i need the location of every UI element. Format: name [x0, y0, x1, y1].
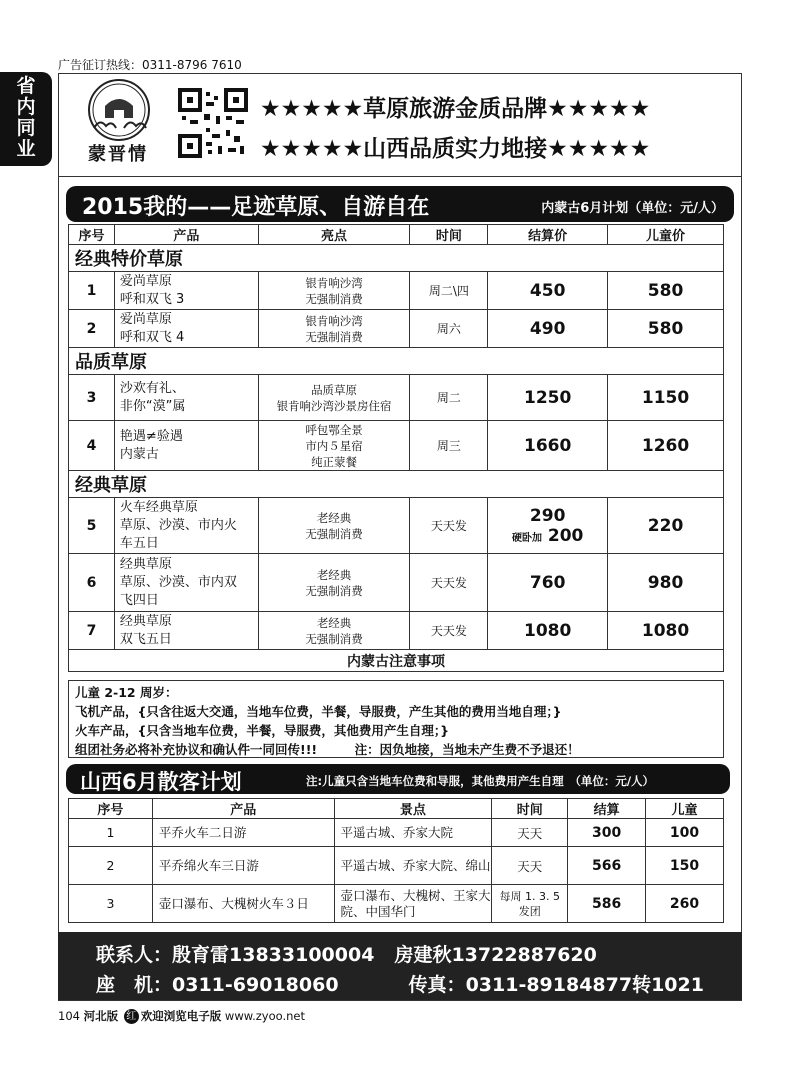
- product-line: 草原、沙漠、市内双: [119, 574, 237, 590]
- header-cell: 序号: [69, 225, 115, 245]
- product-line: 呼和双飞 4: [119, 329, 185, 345]
- highlight-cell: [258, 310, 410, 348]
- banner-subtitle: 内蒙古6月计划（单位：元/人）: [541, 201, 724, 216]
- highlight-line: 无强制消费: [305, 583, 363, 598]
- highlight-line: 老经典: [316, 567, 352, 582]
- section-title: 经典特价草原: [69, 245, 724, 272]
- spots-cell: 平遥古城、乔家大院: [334, 819, 492, 847]
- product-line: 沙欢有礼、: [119, 380, 185, 396]
- header-cell: 亮点: [258, 225, 410, 245]
- section-tab-char: 业: [16, 138, 36, 160]
- time-cell: 周二\四: [410, 272, 488, 310]
- highlight-cell: [258, 612, 410, 650]
- section-tab-char: 省: [16, 75, 36, 97]
- note-refund: 注：因负地接，当地未产生费不予退还！: [354, 742, 580, 757]
- section-row: [69, 245, 724, 272]
- inner-mongolia-banner: [66, 186, 734, 222]
- highlight-line: 无强制消费: [305, 329, 363, 344]
- notice-title-row: [69, 650, 724, 672]
- note-line: 儿童 2-12 周岁：: [75, 685, 178, 700]
- contact-person-1: 殷育雷13833100004: [172, 944, 375, 966]
- product-cell: [114, 272, 258, 310]
- child-price-cell: 150: [646, 847, 724, 885]
- highlight-line: 纯正蒙餐: [311, 454, 358, 469]
- product-line: 经典草原: [119, 613, 172, 629]
- note-warning: 组团社务必将补充协议和确认件一同回传!!!: [75, 742, 318, 757]
- product-cell: 平乔火车二日游: [152, 819, 334, 847]
- section-tab-char: 内: [16, 96, 36, 118]
- table-row: [69, 819, 724, 847]
- price-cell: 566: [568, 847, 646, 885]
- row-index: 6: [69, 554, 115, 612]
- child-price-cell: 580: [608, 310, 724, 348]
- banner-title: 山西6月散客计划: [80, 770, 242, 794]
- section-title: 经典草原: [69, 471, 724, 498]
- table-row: [69, 498, 724, 554]
- table-row: [69, 612, 724, 650]
- child-price-cell: 100: [646, 819, 724, 847]
- row-index: 3: [69, 375, 115, 421]
- table-row: [69, 847, 724, 885]
- header-cell: 产品: [114, 225, 258, 245]
- header-cell: 儿童: [646, 799, 724, 819]
- header-cell: 结算: [568, 799, 646, 819]
- spots-cell: 壶口瀑布、大槐树、王家大院、中国华门: [334, 885, 492, 923]
- phone-label: 座 机：: [96, 974, 173, 996]
- highlight-cell: [258, 375, 410, 421]
- table-row: [69, 272, 724, 310]
- contact-row-2: [96, 970, 704, 997]
- product-line: 爱尚草原: [119, 311, 172, 327]
- price-extra-value: 200: [547, 525, 584, 546]
- table-row: [69, 375, 724, 421]
- highlight-line: 市内５星宿: [305, 438, 363, 453]
- footer-url[interactable]: www.zyoo.net: [224, 1009, 305, 1023]
- highlight-line: 品质草原: [311, 382, 358, 397]
- note-line: 飞机产品，{只含往返大交通，当地车位费，半餐，导服费，产生其他的费用当地自理；}: [75, 704, 562, 719]
- row-index: 2: [69, 310, 115, 348]
- page-number: 104: [58, 1009, 80, 1023]
- header-cell: 产品: [152, 799, 334, 819]
- price-cell: [488, 498, 608, 554]
- ad-hotline: 广告征订热线：0311-8796 7610: [58, 58, 242, 72]
- highlight-line: 银肯响沙湾沙景房住宿: [276, 398, 392, 413]
- highlight-line: 无强制消费: [305, 526, 363, 541]
- time-cell: 周二: [410, 375, 488, 421]
- product-line: 经典草原: [119, 556, 172, 572]
- inner-mongolia-table: [68, 224, 724, 672]
- price-cell: 1250: [488, 375, 608, 421]
- product-cell: [114, 554, 258, 612]
- product-line: 草原、沙漠、市内火: [119, 517, 237, 533]
- row-index: 3: [69, 885, 153, 923]
- highlight-line: 呼包鄂全景: [305, 422, 363, 437]
- highlight-cell: [258, 272, 410, 310]
- price-cell: 490: [488, 310, 608, 348]
- shanxi-banner: [66, 764, 730, 794]
- highlight-line: 老经典: [316, 510, 352, 525]
- table-row: [69, 421, 724, 471]
- table-header-row: [69, 799, 724, 819]
- page-footer: [58, 1008, 305, 1024]
- time-cell: 天天: [492, 847, 568, 885]
- header-cell: 序号: [69, 799, 153, 819]
- table-header-row: [69, 225, 724, 245]
- price-cell: 760: [488, 554, 608, 612]
- table-row: [69, 310, 724, 348]
- footer-text: 欢迎浏览电子版: [140, 1009, 222, 1023]
- product-line: 火车经典草原: [119, 499, 198, 515]
- notes-box: [68, 680, 724, 758]
- product-cell: [114, 612, 258, 650]
- fax-number: 0311-89184877转1021: [465, 974, 704, 996]
- time-cell: 天天发: [410, 612, 488, 650]
- product-line: 双飞五日: [119, 631, 172, 647]
- banner-subtitle: 注:儿童只含当地车位费和导服，其他费用产生自理 （单位：元/人）: [306, 774, 655, 788]
- header-cell: 结算价: [488, 225, 608, 245]
- slogan-line-1: ★★★★★草原旅游金质品牌★★★★★: [260, 96, 651, 122]
- table-row: [69, 885, 724, 923]
- product-line: 呼和双飞 3: [119, 291, 185, 307]
- highlight-line: 无强制消费: [305, 631, 363, 646]
- section-row: [69, 471, 724, 498]
- child-price-cell: 980: [608, 554, 724, 612]
- row-index: 1: [69, 819, 153, 847]
- product-cell: [114, 421, 258, 471]
- product-cell: [114, 375, 258, 421]
- child-price-cell: 1150: [608, 375, 724, 421]
- table-row: [69, 554, 724, 612]
- price-extra-label: 硬卧加: [511, 532, 542, 544]
- child-price-cell: 220: [608, 498, 724, 554]
- product-line: 车五日: [119, 535, 159, 551]
- product-cell: 平乔绵火车三日游: [152, 847, 334, 885]
- highlight-line: 银肯响沙湾: [305, 275, 363, 290]
- product-line: 内蒙古: [119, 446, 159, 462]
- section-title: 品质草原: [69, 348, 724, 375]
- header-cell: 时间: [492, 799, 568, 819]
- price-value: 290: [529, 505, 566, 526]
- price-cell: 586: [568, 885, 646, 923]
- note-line: 火车产品，{只含当地车位费，半餐，导服费，其他费用产生自理；}: [75, 723, 450, 738]
- price-cell: 1660: [488, 421, 608, 471]
- price-cell: 300: [568, 819, 646, 847]
- product-line: 爱尚草原: [119, 273, 172, 289]
- price-cell: 1080: [488, 612, 608, 650]
- price-cell: 450: [488, 272, 608, 310]
- highlight-cell: [258, 498, 410, 554]
- highlight-cell: [258, 554, 410, 612]
- time-cell: 天天发: [410, 554, 488, 612]
- note-line: [75, 740, 717, 759]
- header-cell: 时间: [410, 225, 488, 245]
- time-cell: 天天发: [410, 498, 488, 554]
- row-index: 4: [69, 421, 115, 471]
- fax-label: 传真：: [408, 974, 466, 996]
- highlight-cell: [258, 421, 410, 471]
- header-cell: 儿童价: [608, 225, 724, 245]
- product-cell: [114, 498, 258, 554]
- section-tab-char: 同: [16, 117, 36, 139]
- time-cell: 周六: [410, 310, 488, 348]
- contact-row-1: [96, 940, 597, 967]
- highlight-line: 老经典: [316, 615, 352, 630]
- row-index: 5: [69, 498, 115, 554]
- row-index: 1: [69, 272, 115, 310]
- section-tab: [0, 72, 52, 166]
- row-index: 7: [69, 612, 115, 650]
- highlight-line: 无强制消费: [305, 291, 363, 306]
- banner-title: 2015我的——足迹草原、自游自在: [82, 195, 430, 220]
- child-price-cell: 580: [608, 272, 724, 310]
- qr-code-icon: [178, 88, 248, 158]
- product-cell: [114, 310, 258, 348]
- time-cell: 周三: [410, 421, 488, 471]
- row-index: 2: [69, 847, 153, 885]
- child-price-cell: 260: [646, 885, 724, 923]
- product-cell: 壶口瀑布、大槐树火车３日: [152, 885, 334, 923]
- contact-person-2: 房建秋13722887620: [394, 944, 597, 966]
- header-cell: 景点: [334, 799, 492, 819]
- product-line: 非你“漠”属: [119, 398, 186, 414]
- product-line: 飞四日: [119, 592, 159, 608]
- highlight-line: 银肯响沙湾: [305, 313, 363, 328]
- child-price-cell: 1080: [608, 612, 724, 650]
- edition-label: 河北版: [83, 1009, 119, 1023]
- contact-label: 联系人：: [96, 944, 173, 966]
- brand-name: 蒙晋情: [88, 144, 148, 165]
- section-row: [69, 348, 724, 375]
- edition-badge-icon: 红: [124, 1009, 139, 1024]
- notice-title: 内蒙古注意事项: [69, 650, 724, 672]
- header-divider: [58, 176, 742, 177]
- time-cell: 天天: [492, 819, 568, 847]
- time-cell: 每周 1. 3. 5 发团: [492, 885, 568, 923]
- slogan-line-2: ★★★★★山西品质实力地接★★★★★: [260, 136, 651, 162]
- child-price-cell: 1260: [608, 421, 724, 471]
- contact-bar: [58, 932, 742, 1000]
- product-line: 艳遇≠验遇: [119, 428, 183, 444]
- shanxi-table: [68, 798, 724, 923]
- phone-number: 0311-69018060: [172, 974, 339, 996]
- spots-cell: 平遥古城、乔家大院、绵山: [334, 847, 492, 885]
